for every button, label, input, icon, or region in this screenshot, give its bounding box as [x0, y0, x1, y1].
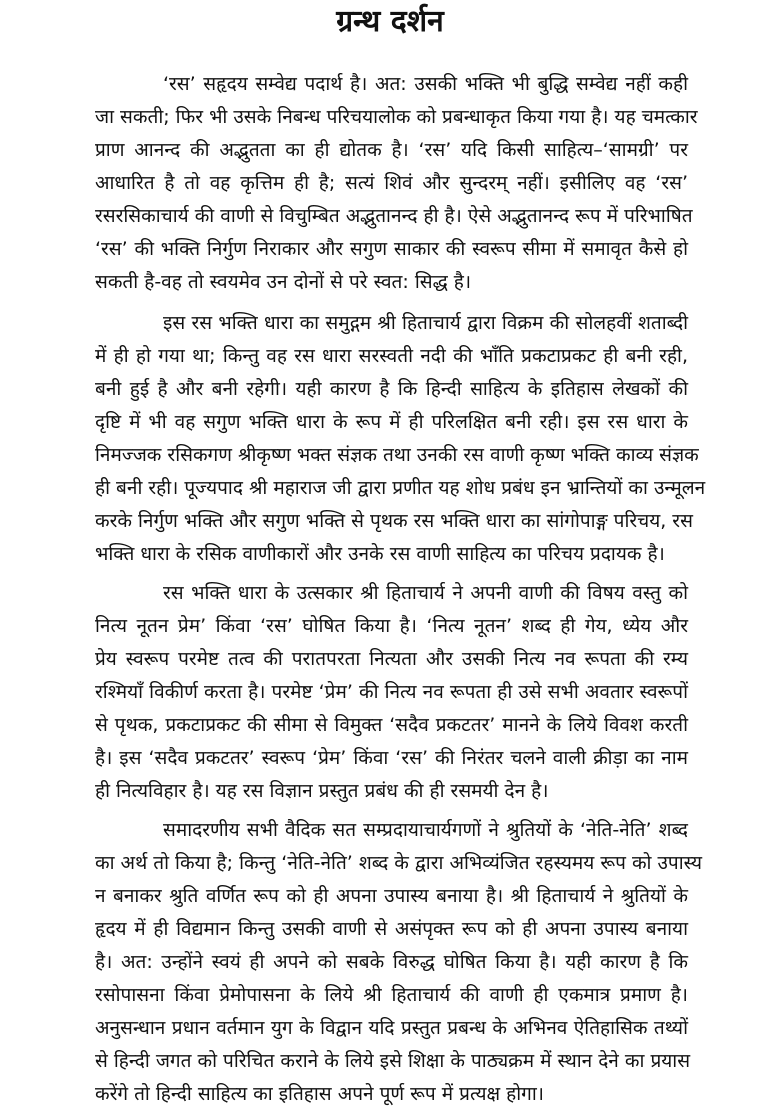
text-line: का अर्थ तो किया है; किन्तु ‘नेति-नेति’ शब्द के द्वारा अभिव्यंजित रहस्यमय रूप को उपास्य — [95, 852, 703, 874]
text-line: ‘रस’ सहृदय सम्वेद्य पदार्थ है। अत: उसकी भक्ति भी बुद्धि सम्वेद्य नहीं कही — [163, 73, 688, 95]
paragraph — [95, 814, 703, 1111]
text-line: करेंगे तो हिन्दी साहित्य का इतिहास अपने पूर्ण रूप में प्रत्यक्ष होगा। — [95, 1083, 544, 1105]
paragraph — [95, 68, 698, 299]
text-line: से हिन्दी जगत को परिचित कराने के लिये इसे शिक्षा के पाठ्यक्रम में स्थान देने का प्रयास — [95, 1050, 691, 1072]
text-line: करके निर्गुण भक्ति और सगुण भक्ति से पृथक रस भक्ति धारा का सांगोपाङ्ग परिचय, रस — [95, 510, 693, 532]
text-line: ही नित्यविहार है। यह रस विज्ञान प्रस्तुत प्रबंध की ही रसमयी देन है। — [95, 780, 549, 802]
text-line: न बनाकर श्रुति वर्णित रूप को ही अपना उपास्य बनाया है। श्री हिताचार्य ने श्रुतियों के — [95, 885, 688, 907]
text-line: है। अत: उन्होंने स्वयं ही अपने को सबके विरुद्ध घोषित किया है। यही कारण है कि — [95, 951, 688, 973]
text-line: अनुसन्धान प्रधान वर्तमान युग के विद्वान यदि प्रस्तुत प्रबन्ध के अभिनव ऐतिहासिक तथ्यों — [95, 1017, 688, 1039]
paragraph — [95, 307, 706, 571]
text-line: प्राण आनन्द की अद्भुतता का ही द्योतक है। ‘रस’ यदि किसी साहित्य–‘सामग्री’ पर — [95, 139, 688, 161]
text-line: ‘रस’ की भक्ति निर्गुण निराकार और सगुण साकार की स्वरूप सीमा में समावृत कैसे हो — [95, 238, 688, 260]
text-line: रस भक्ति धारा के उत्सकार श्री हिताचार्य ने अपनी वाणी की विषय वस्तु को — [163, 582, 688, 604]
text-line: में ही हो गया था; किन्तु वह रस धारा सरस्वती नदी की भाँति प्रकटाप्रकट ही बनी रही, — [95, 345, 688, 367]
text-line: बनी हुई है और बनी रहेगी। यही कारण है कि हिन्दी साहित्य के इतिहास लेखकों की — [95, 378, 688, 400]
text-line: प्रेय स्वरूप परमेष्ट तत्व की परातपरता नित्यता और उसकी नित्य नव रूपता की रम्य — [95, 648, 688, 670]
text-line: रश्मियाँ विकीर्ण करता है। परमेष्ट ‘प्रेम’ की नित्य नव रूपता ही उसे सभी अवतार स्वरूपों — [95, 681, 688, 703]
page-title: ग्रन्थ दर्शन — [336, 4, 444, 39]
text-line: हृदय में ही विद्यमान किन्तु उसकी वाणी से असंपृक्त रूप को ही अपना उपास्य बनाया — [95, 918, 688, 940]
text-line: इस रस भक्ति धारा का समुद्गम श्री हिताचार्य द्वारा विक्रम की सोलहवीं शताब्दी — [163, 312, 688, 334]
text-line: दृष्टि में भी वह सगुण भक्ति धारा के रूप में ही परिलक्षित बनी रही। इस रस धारा के — [95, 411, 688, 433]
text-line: ही बनी रही। पूज्यपाद श्री महाराज जी द्वारा प्रणीत यह शोध प्रबंध इन भ्रान्तियों का उन्मूलन — [95, 477, 706, 499]
text-line: से पृथक, प्रकटाप्रकट की सीमा से विमुक्त ‘सदैव प्रकटतर’ मानने के लिये विवश करती — [95, 714, 688, 736]
text-line: जा सकती; फिर भी उसके निबन्ध परिचयालोक को प्रबन्धाकृत किया गया है। यह चमत्कार — [95, 106, 698, 128]
text-line: निमज्जक रसिकगण श्रीकृष्ण भक्त संज्ञक तथा उनकी रस वाणी कृष्ण भक्ति काव्य संज्ञक — [95, 444, 699, 466]
text-line: रसोपासना किंवा प्रेमोपासना के लिये श्री हिताचार्य की वाणी ही एकमात्र प्रमाण है। — [95, 984, 688, 1006]
text-line: आधारित है तो वह कृत्तिम ही है; सत्यं शिवं और सुन्दरम् नहीं। इसीलिए वह ‘रस’ — [95, 172, 688, 194]
paragraph — [95, 577, 688, 808]
text-line: समादरणीय सभी वैदिक सत सम्प्रदायाचार्यगणों ने श्रुतियों के ‘नेति-नेति’ शब्द — [163, 819, 688, 841]
text-line: नित्य नूतन प्रेम’ किंवा ‘रस’ घोषित किया है। ‘नित्य नूतन’ शब्द ही गेय, ध्येय और — [95, 615, 688, 637]
text-line: है। इस ‘सदैव प्रकटतर’ स्वरूप ‘प्रेम’ किंवा ‘रस’ की निरंतर चलने वाली क्रीड़ा का नाम — [95, 747, 688, 769]
text-line: रसरसिकाचार्य की वाणी से विचुम्बित अद्भुतानन्द ही है। ऐसे अद्भुतानन्द रूप में परिभाषित — [95, 205, 693, 227]
text-line: भक्ति धारा के रसिक वाणीकारों और उनके रस वाणी साहित्य का परिचय प्रदायक है। — [95, 543, 665, 565]
text-line: सकती है-वह तो स्वयमेव उन दोनों से परे स्वत: सिद्ध है। — [95, 271, 472, 293]
